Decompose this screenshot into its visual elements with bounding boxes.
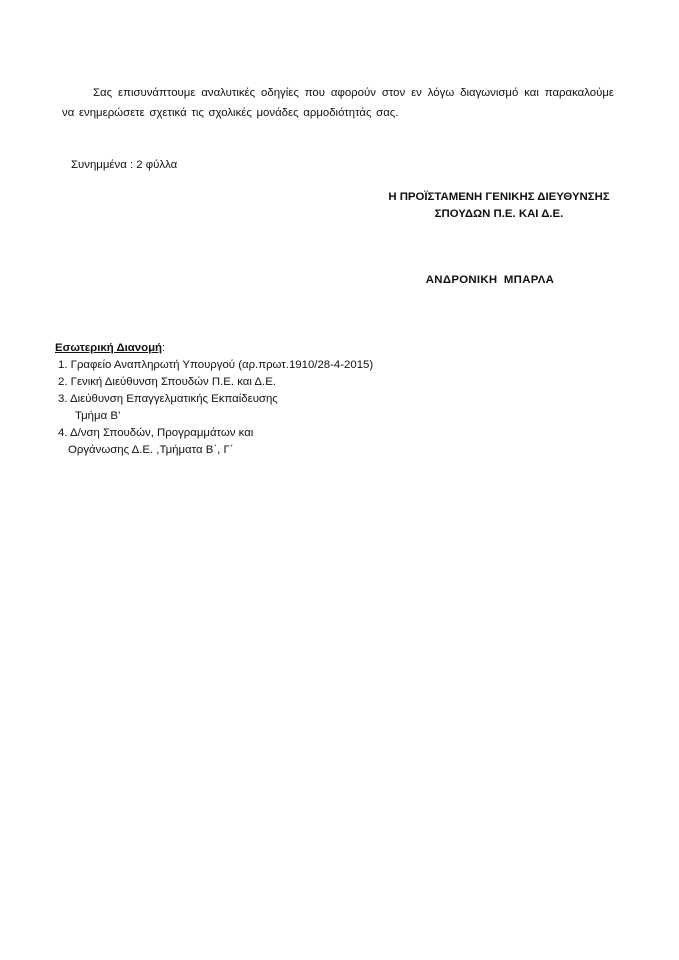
signer-title	[370, 189, 628, 223]
distribution-heading-text: Εσωτερική Διανομή	[55, 342, 163, 354]
distribution-list	[55, 357, 373, 459]
list-item-line: 1. Γραφείο Αναπληρωτή Υπουργού (αρ.πρωτ.1910/28-4-2015)	[58, 359, 374, 371]
list-item	[55, 425, 373, 459]
distribution-heading	[55, 340, 373, 357]
list-item	[55, 391, 373, 425]
list-item	[55, 374, 373, 391]
list-item-subline: Τμήμα Β’	[75, 410, 121, 422]
list-item-line: 2. Γενική Διεύθυνση Σπουδών Π.Ε. και Δ.Ε.	[58, 376, 276, 388]
internal-distribution	[55, 340, 373, 459]
signer-name: ΑΝΔΡΟΝΙΚΗ ΜΠΑΡΛΑ	[425, 274, 555, 286]
signer-title-line-1: Η ΠΡΟΪΣΤΑΜΕΝΗ ΓΕΝΙΚΗΣ ΔΙΕΥΘΥΝΣΗΣ	[388, 191, 610, 203]
distribution-heading-colon: :	[162, 342, 166, 354]
attachments-note: Συνημμένα : 2 φύλλα	[71, 159, 178, 171]
list-item	[55, 357, 373, 374]
intro-paragraph: Σας επισυνάπτουμε αναλυτικές οδηγίες που αφορούν στον εν λόγω διαγωνισμό και παρακαλούμε να ενημερώσετε σχετικά τις σχολικές μονάδες αρμοδιότητάς σας.	[62, 87, 614, 119]
list-item-line: 4. Δ/νση Σπουδών, Προγραμμάτων και	[58, 427, 254, 439]
signer-title-line-2: ΣΠΟΥΔΩΝ Π.Ε. ΚΑΙ Δ.Ε.	[434, 208, 564, 220]
list-item-line: 3. Διεύθυνση Επαγγελματικής Εκπαίδευσης	[58, 393, 278, 405]
list-item-subline: Οργάνωσης Δ.Ε. ,Τμήματα Β΄, Γ΄	[68, 444, 234, 456]
